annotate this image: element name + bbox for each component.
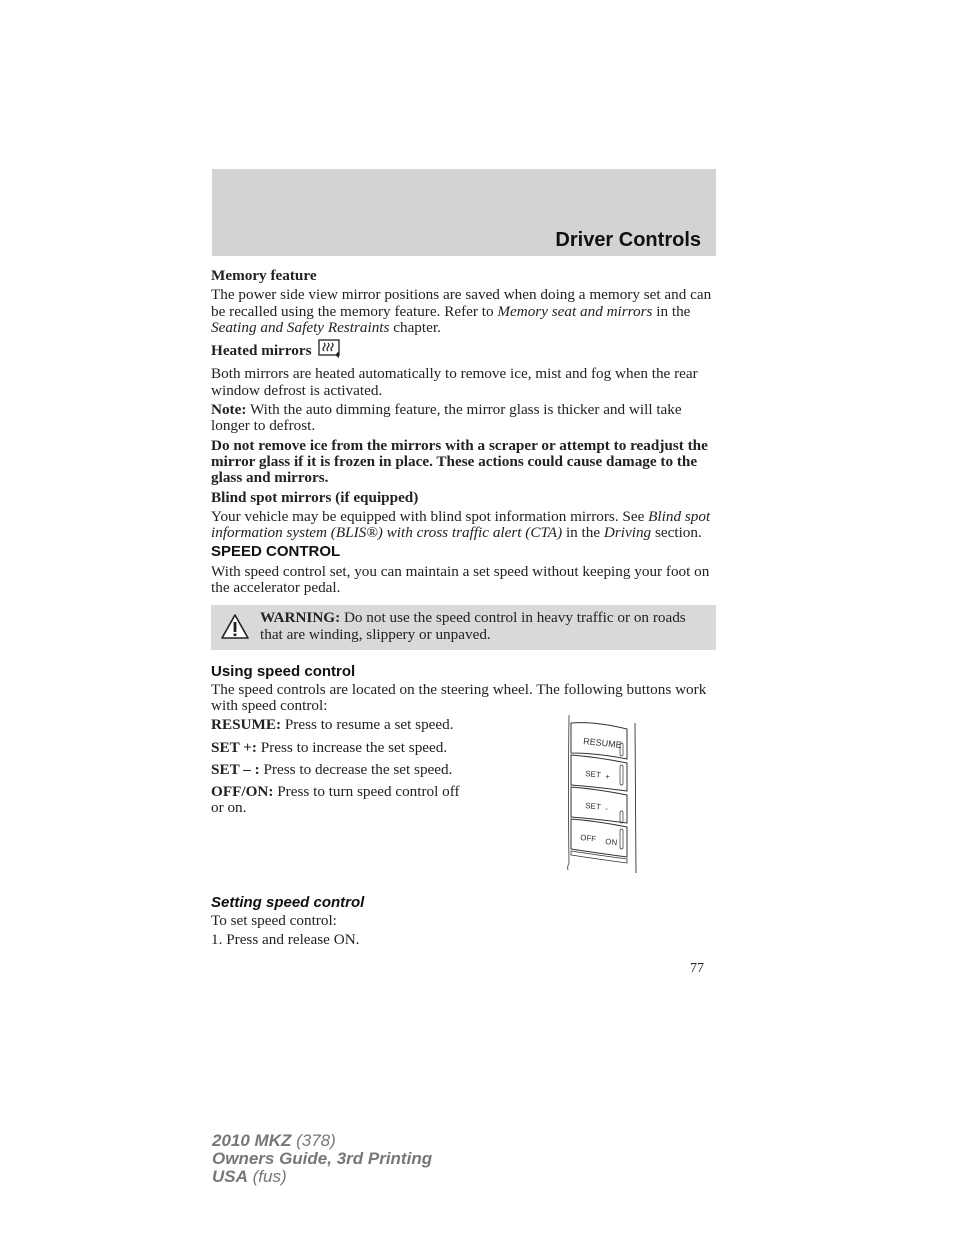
speed-control-heading: SPEED CONTROL [211,543,341,561]
memory-seat-link[interactable]: Memory seat and mirrors [497,302,653,320]
warning-box [211,605,716,650]
footer [212,1132,432,1186]
set-minus-text: Press to decrease the set speed. [259,760,453,778]
blind-text-1: Your vehicle may be equipped with blind spot information mirrors. See [211,507,649,525]
off-on-description [211,784,461,817]
set-plus-description [211,740,461,756]
using-speed-control-text: The speed controls are located on the steering wheel. The following buttons work with speed control: [211,680,707,714]
heated-heading-line [211,339,716,363]
using-speed-control-heading: Using speed control [211,663,356,681]
setting-speed-control-text: To set speed control: [211,911,337,929]
setting-speed-control-heading: Setting speed control [211,894,365,912]
resume-key-label: RESUME [582,736,623,751]
off-on-text: Press to turn speed control off or on. [211,783,460,817]
off-on-label: OFF/ON: [211,783,274,801]
seating-chapter-link[interactable]: Seating and Safety Restraints [211,318,390,336]
warning-body: Do not use the speed control in heavy traffic or on roads that are winding, slippery or unpaved. [260,609,686,644]
page-number: 77 [690,961,704,976]
speed-control-switch-figure [565,713,645,879]
header-band [212,169,716,256]
button-descriptions [211,717,461,822]
caution-paragraph: Do not remove ice from the mirrors with a scraper or attempt to readjust the mirror glass if it is frozen in place. These actions could cause damage to the glass and mirrors. [211,436,708,487]
set-plus-text: Press to increase the set speed. [256,738,448,756]
warning-label: WARNING: [260,609,341,627]
memory-text-3: chapter. [389,318,441,336]
heated-paragraph: Both mirrors are heated automatically to remove ice, mist and fog when the rear window defrost is activated. [211,365,698,399]
set-plus-label: SET +: [211,738,257,756]
footer-code: (378) [291,1131,336,1150]
note-paragraph [211,402,716,435]
footer-market-code: (fus) [247,1167,287,1186]
memory-text-1: The power side view mirror positions are saved when doing a memory set and can be recalled using the memory feature. Refer to [211,286,712,320]
warning-triangle-icon [220,613,250,644]
resume-description [211,717,461,733]
blind-text-2: in the [562,524,604,542]
set-plus-key-label: SET [584,769,602,780]
resume-text: Press to resume a set speed. [281,716,454,734]
note-text: With the auto dimming feature, the mirror glass is thicker and will take longer to defrost. [211,401,682,435]
speed-control-intro: With speed control set, you can maintain a set speed without keeping your foot on the accelerator pedal. [211,562,710,597]
note-label: Note: [211,401,247,419]
on-key-label: ON [604,837,618,848]
blind-spot-paragraph [211,509,716,542]
memory-text-2: in the [652,302,691,320]
footer-market: USA [212,1167,248,1186]
blis-link[interactable]: Blind spot information system (BLIS®) with cross traffic alert (CTA) [211,507,711,542]
blind-text-3: section. [651,524,702,542]
driving-section-link[interactable]: Driving [603,524,652,542]
rear-defrost-icon [318,339,342,363]
set-minus-label: SET – : [211,760,260,778]
warning-text [260,609,706,643]
set-minus-description [211,762,461,778]
step-1: 1. Press and release ON. [211,930,360,948]
set-minus-key-label: SET [584,801,602,812]
plus-key-label: + [604,772,611,782]
page-section-title: Driver Controls [555,229,701,251]
memory-heading: Memory feature [211,267,317,284]
buttons-section [211,717,716,889]
heated-heading: Heated mirrors [211,342,312,360]
memory-paragraph [211,287,716,336]
resume-label: RESUME: [211,716,282,734]
off-key-label: OFF [579,833,597,844]
footer-model: 2010 MKZ [212,1131,292,1150]
main-content [211,268,716,951]
blind-spot-heading: Blind spot mirrors (if equipped) [211,488,419,506]
footer-line-2: Owners Guide, 3rd Printing [212,1149,433,1168]
footer-line-3 [212,1168,432,1186]
minus-key-label: - [604,804,609,814]
footer-line-1 [212,1132,432,1150]
